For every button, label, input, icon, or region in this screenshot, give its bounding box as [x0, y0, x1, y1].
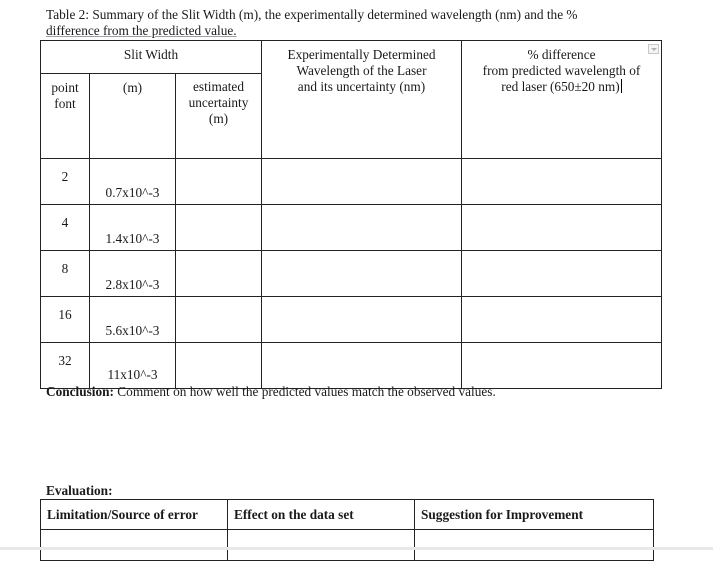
- uncertainty-cell[interactable]: [176, 159, 262, 205]
- slit-width-cell[interactable]: 2.8x10^-3: [90, 251, 176, 297]
- pct-difference-cell[interactable]: [462, 297, 662, 343]
- point-cell[interactable]: 2: [41, 159, 90, 205]
- table-row: [41, 343, 662, 389]
- exp-wavelength-header[interactable]: [262, 41, 462, 159]
- wavelength-cell[interactable]: [262, 159, 462, 205]
- table-row: [41, 297, 662, 343]
- wavelength-cell[interactable]: [262, 205, 462, 251]
- exp-header-line-2: Wavelength of the Laser: [296, 63, 427, 78]
- uncertainty-line-3: (m): [208, 111, 229, 126]
- uncertainty-line-1: estimated: [193, 79, 244, 94]
- pct-difference-cell[interactable]: [462, 159, 662, 205]
- summary-table: [40, 40, 662, 389]
- pct-header-line-1: % difference: [527, 47, 596, 62]
- uncertainty-cell[interactable]: [176, 251, 262, 297]
- slit-unit-header[interactable]: (m): [90, 74, 176, 159]
- evaluation-table: [40, 499, 654, 561]
- exp-header-line-1: Experimentally Determined: [287, 47, 436, 62]
- exp-header-line-3: and its uncertainty (nm): [297, 79, 426, 94]
- table-row: [41, 205, 662, 251]
- font-label: font: [54, 96, 76, 111]
- wavelength-cell[interactable]: [262, 297, 462, 343]
- pct-difference-cell[interactable]: [462, 205, 662, 251]
- suggestion-header[interactable]: Suggestion for Improvement: [415, 500, 654, 530]
- wavelength-cell[interactable]: [262, 251, 462, 297]
- text-cursor: [621, 79, 622, 93]
- conclusion-label: Conclusion:: [46, 384, 114, 399]
- table-row: [41, 530, 654, 561]
- pct-difference-header[interactable]: [462, 41, 662, 159]
- chevron-down-icon[interactable]: [648, 44, 659, 54]
- effect-header[interactable]: Effect on the data set: [228, 500, 415, 530]
- caption-line-1: Table 2: Summary of the Slit Width (m), the experimentally determined wavelength (nm) and the %: [46, 7, 578, 22]
- point-cell[interactable]: 32: [41, 343, 90, 389]
- point-font-header[interactable]: [41, 74, 90, 159]
- point-label: point: [51, 80, 79, 95]
- limitation-header[interactable]: Limitation/Source of error: [41, 500, 228, 530]
- slit-width-cell[interactable]: 1.4x10^-3: [90, 205, 176, 251]
- conclusion-paragraph: [46, 384, 686, 400]
- limitation-cell[interactable]: [41, 530, 228, 561]
- effect-cell[interactable]: [228, 530, 415, 561]
- wavelength-cell[interactable]: [262, 343, 462, 389]
- point-cell[interactable]: 8: [41, 251, 90, 297]
- evaluation-heading: Evaluation:: [46, 483, 113, 498]
- pct-difference-cell[interactable]: [462, 343, 662, 389]
- caption-line-2-text: difference from the predicted value.: [46, 23, 237, 38]
- pct-header-line-3-text: red laser (650±20 nm): [501, 79, 620, 94]
- table-row: [41, 251, 662, 297]
- table-row: [41, 159, 662, 205]
- table-caption: [46, 7, 666, 39]
- point-cell[interactable]: 4: [41, 205, 90, 251]
- pct-header-line-3: [462, 79, 661, 95]
- suggestion-cell[interactable]: [415, 530, 654, 561]
- pct-header-line-2: from predicted wavelength of: [482, 63, 641, 78]
- slit-width-cell[interactable]: 5.6x10^-3: [90, 297, 176, 343]
- conclusion-text: Comment on how well the predicted values match the observed values.: [113, 384, 496, 399]
- slit-width-cell[interactable]: 0.7x10^-3: [90, 159, 176, 205]
- point-cell[interactable]: 16: [41, 297, 90, 343]
- slit-width-header: Slit Width: [41, 41, 262, 74]
- uncertainty-line-2: uncertainty: [188, 95, 249, 110]
- slit-width-cell[interactable]: 11x10^-3: [90, 343, 176, 389]
- uncertainty-cell[interactable]: [176, 205, 262, 251]
- pct-difference-cell[interactable]: [462, 251, 662, 297]
- uncertainty-header[interactable]: [176, 74, 262, 159]
- uncertainty-cell[interactable]: [176, 297, 262, 343]
- uncertainty-cell[interactable]: [176, 343, 262, 389]
- caption-line-2: [46, 23, 666, 39]
